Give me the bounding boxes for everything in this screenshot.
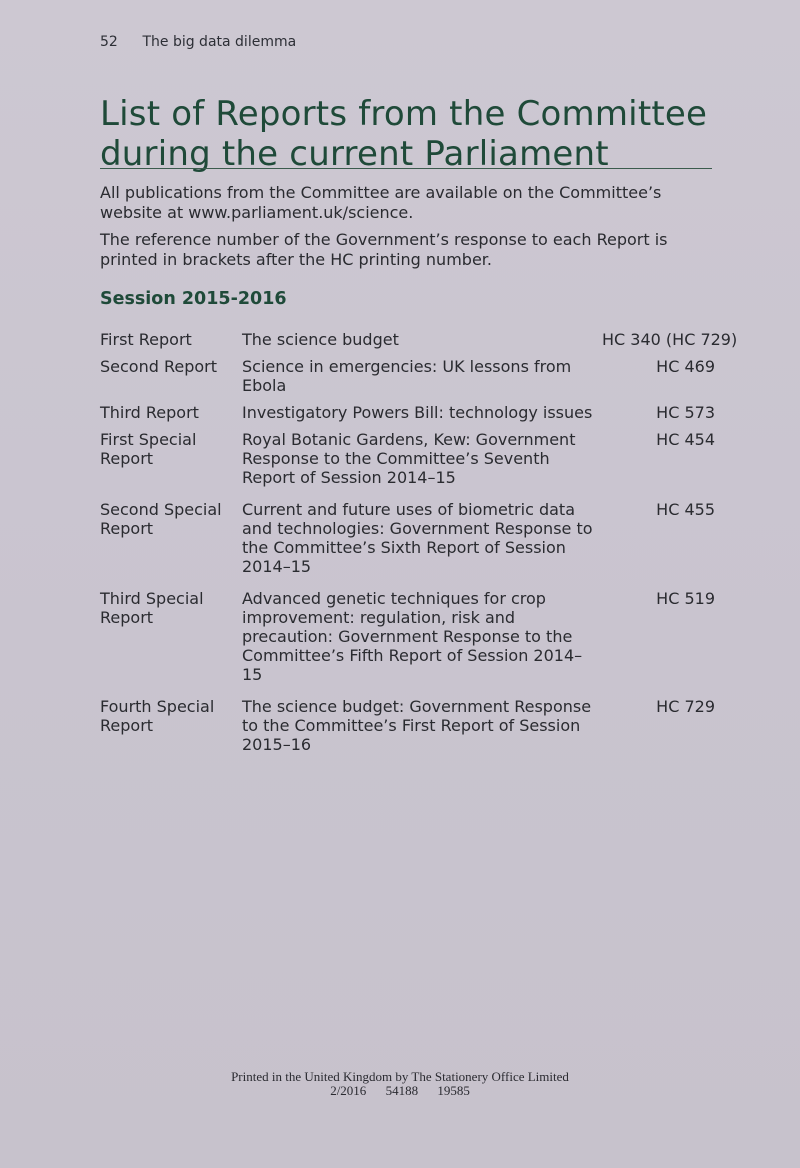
session-heading: Session 2015-2016 bbox=[100, 289, 287, 309]
report-description: Royal Botanic Gardens, Kew: Government Response to the Committee’s Seventh Report of Session 2014–15 bbox=[242, 430, 576, 487]
report-description: The science budget: Government Response to the Committee’s First Report of Session 2015–16 bbox=[242, 697, 592, 754]
report-reference: HC 573 bbox=[656, 403, 715, 422]
printer-imprint bbox=[0, 1070, 800, 1098]
report-reference: HC 469 bbox=[656, 357, 715, 376]
report-description: Advanced genetic techniques for crop improvement: regulation, risk and precaution: Government Response to the Committee’s Fifth Report of Session 2014–15 bbox=[242, 589, 583, 684]
publications-paragraph: All publications from the Committee are available on the Committee’s website at www.parliament.uk/science. bbox=[100, 183, 662, 222]
report-row bbox=[100, 697, 715, 754]
report-label: First Special Report bbox=[100, 430, 197, 468]
book-title: The big data dilemma bbox=[142, 34, 297, 50]
print-code: 19585 bbox=[437, 1083, 470, 1098]
page-number: 52 bbox=[100, 34, 118, 50]
report-reference: HC 454 bbox=[656, 430, 715, 449]
date-code: 2/2016 bbox=[330, 1083, 367, 1098]
reference-note-paragraph: The reference number of the Government’s response to each Report is printed in brackets after the HC printing number. bbox=[100, 230, 668, 269]
report-label: Fourth Special Report bbox=[100, 697, 215, 735]
report-reference: HC 455 bbox=[656, 500, 715, 519]
report-label: Third Report bbox=[100, 403, 199, 422]
report-label: Third Special Report bbox=[100, 589, 204, 627]
report-description: Science in emergencies: UK lessons from Ebola bbox=[242, 357, 572, 395]
report-row bbox=[100, 403, 715, 422]
report-reference: HC 729 bbox=[656, 697, 715, 716]
report-description: Investigatory Powers Bill: technology issues bbox=[242, 403, 593, 422]
reports-list bbox=[100, 330, 738, 754]
report-reference: HC 340 (HC 729) bbox=[602, 330, 738, 349]
report-reference: HC 519 bbox=[656, 589, 715, 608]
report-row bbox=[100, 500, 715, 576]
report-description: The science budget bbox=[242, 330, 399, 349]
print-codes bbox=[0, 1084, 800, 1098]
title-underline bbox=[100, 168, 712, 169]
job-number: 54188 bbox=[385, 1083, 419, 1098]
report-row bbox=[100, 589, 715, 684]
report-row bbox=[100, 430, 715, 487]
report-row bbox=[100, 330, 738, 349]
report-label: Second Special Report bbox=[100, 500, 222, 538]
printer-line: Printed in the United Kingdom by The Stationery Office Limited bbox=[231, 1069, 569, 1084]
report-row bbox=[100, 357, 715, 395]
running-head bbox=[100, 34, 296, 50]
page-title: List of Reports from the Committee during the current Parliament bbox=[100, 94, 708, 174]
report-label: Second Report bbox=[100, 357, 218, 376]
report-label: First Report bbox=[100, 330, 192, 349]
report-description: Current and future uses of biometric data and technologies: Government Response to the Committee’s Sixth Report of Session 2014–15 bbox=[242, 500, 593, 576]
